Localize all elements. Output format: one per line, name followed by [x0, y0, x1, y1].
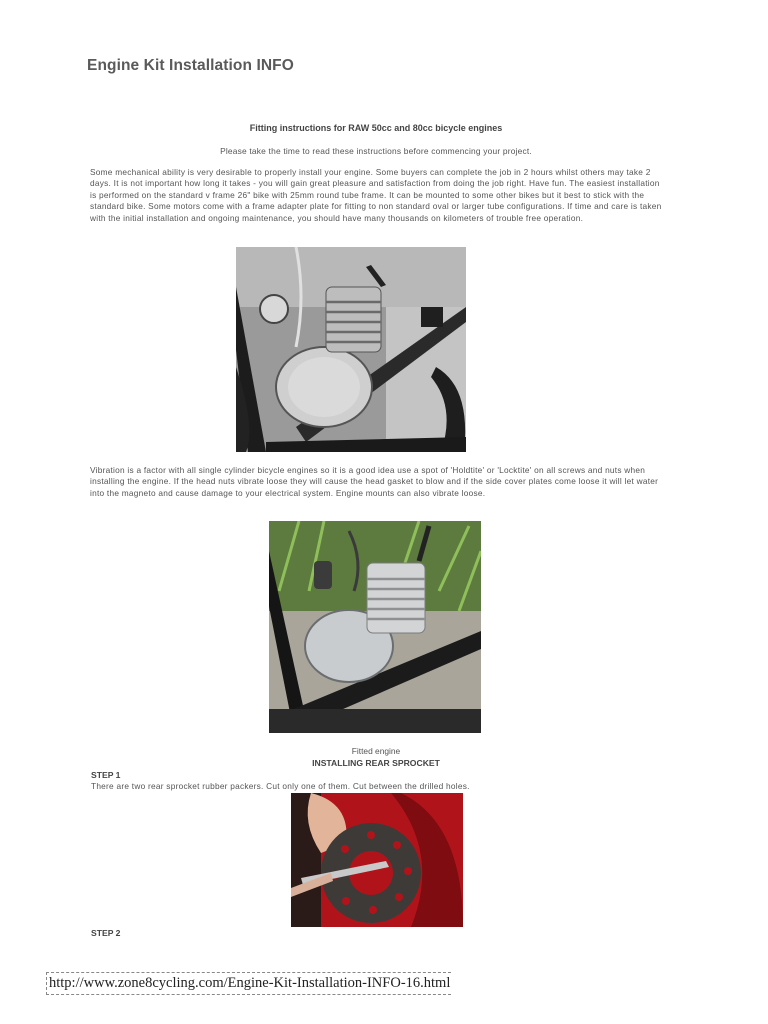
sprocket-packer-photo	[291, 793, 463, 927]
step-1-label: STEP 1	[91, 770, 121, 780]
step-2-label: STEP 2	[91, 928, 121, 938]
section-heading: INSTALLING REAR SPROCKET	[312, 758, 440, 768]
paragraph-intro: Some mechanical ability is very desirable to properly install your engine. Some buyers can complete the job in 2 hours whilst others may take 2 days. It is not important how long it takes - you will gain great pleasure and satisfaction from doing the job right. Have fun. The easiest installation is performed on the standard v frame 26" bike with 25mm round tube frame. It can be mounted to some other bikes but it best to stick with the standard bike. Some motors come with a frame adapter plate for fitting to non standard oval or larger tube configurations. If time and care is taken with the initial installation and ongoing maintenance, you should have many thousands on kilometers of trouble free operation.	[90, 167, 662, 223]
step-1-text: There are two rear sprocket rubber packers. Cut only one of them. Cut between the drilled holes.	[91, 781, 470, 791]
source-url-link[interactable]: http://www.zone8cycling.com/Engine-Kit-Installation-INFO-16.html	[46, 972, 451, 995]
fitted-engine-photo	[269, 521, 481, 733]
engine-photo-bw	[236, 247, 466, 452]
subtitle: Fitting instructions for RAW 50cc and 80cc bicycle engines	[249, 123, 503, 133]
paragraph-vibration: Vibration is a factor with all single cylinder bicycle engines so it is a good idea use a spot of 'Holdtite' or 'Locktite' on all screws and nuts when installing the engine. If the head nuts vibrate loose they will cause the head gasket to blow and if the side cover plates come loose it will let water into the magneto and cause damage to your electrical system. Engine mounts can also vibrate loose.	[90, 465, 659, 498]
page-title: Engine Kit Installation INFO	[87, 57, 294, 74]
intro-text: Please take the time to read these instructions before commencing your project.	[220, 146, 532, 156]
photo-caption: Fitted engine	[351, 746, 401, 756]
